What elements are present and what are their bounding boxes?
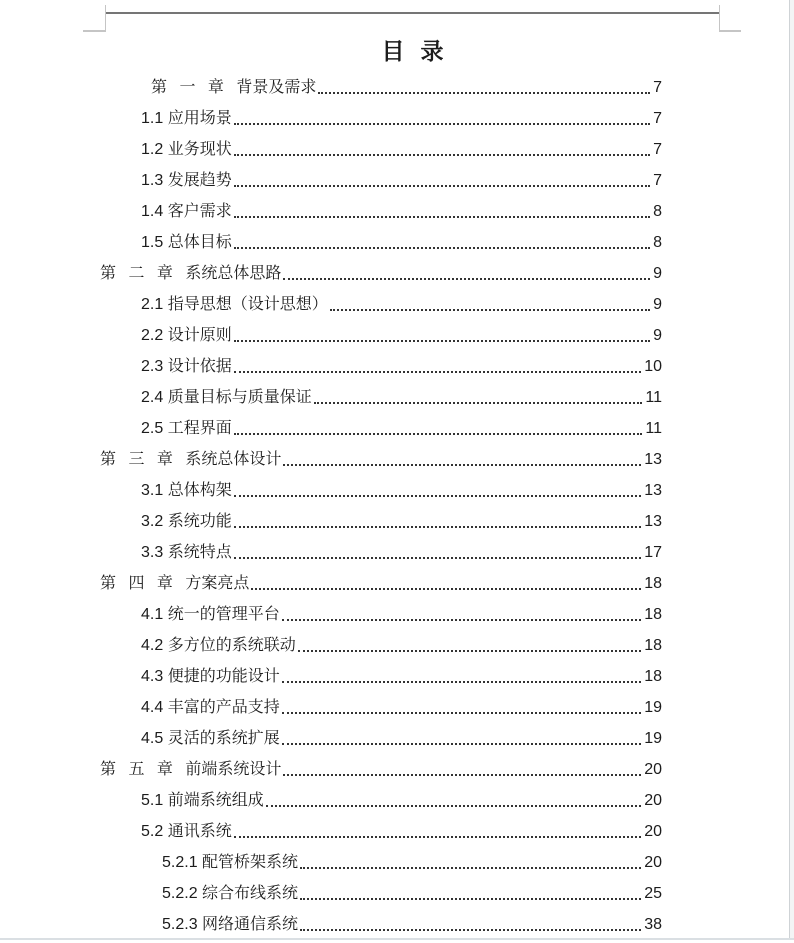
toc-entry-page-number: 18 bbox=[644, 575, 662, 592]
toc-entry-page-number: 9 bbox=[653, 327, 662, 344]
toc-entry-label: 5.2 通讯系统 bbox=[141, 823, 232, 840]
toc-entry-label: 5.2.3 网络通信系统 bbox=[162, 916, 299, 933]
toc-entry-label: 2.2 设计原则 bbox=[141, 327, 232, 344]
dotted-leader bbox=[234, 165, 650, 187]
dotted-leader bbox=[234, 196, 650, 218]
dotted-leader bbox=[234, 103, 650, 125]
toc-entry-label: 2.3 设计依据 bbox=[141, 358, 232, 375]
toc-entry-page-number: 18 bbox=[644, 637, 662, 654]
toc-entry-label: 1.4 客户需求 bbox=[141, 203, 232, 220]
toc-entry-label: 2.1 指导思想（设计思想） bbox=[141, 296, 328, 313]
dotted-leader bbox=[282, 599, 642, 621]
toc-entry-page-number: 20 bbox=[644, 761, 662, 778]
toc-entry[interactable] bbox=[100, 475, 662, 506]
toc-entry[interactable] bbox=[100, 227, 662, 258]
crop-mark-top-right-horizontal bbox=[719, 30, 741, 32]
dotted-leader bbox=[266, 785, 642, 807]
dotted-leader bbox=[234, 227, 650, 249]
toc-entry-label: 2.4 质量目标与质量保证 bbox=[141, 389, 312, 406]
toc-entry-page-number: 25 bbox=[644, 885, 662, 902]
toc-entry-label: 4.2 多方位的系统联动 bbox=[141, 637, 296, 654]
toc-entry-label: 3.1 总体构架 bbox=[141, 482, 232, 499]
toc-entry[interactable] bbox=[100, 506, 662, 537]
toc-entry-label: 3.2 系统功能 bbox=[141, 513, 232, 530]
toc-entry[interactable] bbox=[100, 320, 662, 351]
window-bottom-border bbox=[0, 938, 794, 940]
dotted-leader bbox=[330, 289, 650, 311]
toc-entry-label: 第 五 章 前端系统设计 bbox=[100, 761, 282, 778]
toc-entry[interactable] bbox=[100, 382, 662, 413]
dotted-leader bbox=[234, 320, 650, 342]
toc-entry-label: 5.2.2 综合布线系统 bbox=[162, 885, 299, 902]
toc-entry-page-number: 7 bbox=[653, 79, 662, 96]
toc-entry-page-number: 13 bbox=[644, 513, 662, 530]
toc-entry-page-number: 7 bbox=[653, 141, 662, 158]
toc-entry-page-number: 17 bbox=[644, 544, 662, 561]
toc-entry[interactable] bbox=[100, 847, 662, 878]
toc-entry-page-number: 13 bbox=[644, 451, 662, 468]
dotted-leader bbox=[300, 909, 641, 931]
toc-entry-page-number: 18 bbox=[644, 668, 662, 685]
toc-entry-page-number: 8 bbox=[653, 203, 662, 220]
toc-entry[interactable] bbox=[100, 723, 662, 754]
toc-entry[interactable] bbox=[100, 413, 662, 444]
page-title: 目录 bbox=[381, 38, 460, 64]
dotted-leader bbox=[251, 568, 641, 590]
dotted-leader bbox=[300, 878, 641, 900]
toc-entry-label: 4.5 灵活的系统扩展 bbox=[141, 730, 280, 747]
toc-entry[interactable] bbox=[100, 785, 662, 816]
crop-mark-top-right-vertical bbox=[719, 5, 720, 32]
dotted-leader bbox=[283, 258, 650, 280]
toc-entry-page-number: 13 bbox=[644, 482, 662, 499]
toc-entry-label: 第 三 章 系统总体设计 bbox=[100, 451, 282, 468]
toc-entry-label: 第 四 章 方案亮点 bbox=[100, 575, 250, 592]
toc-entry-page-number: 20 bbox=[644, 854, 662, 871]
crop-mark-top-left-vertical bbox=[105, 5, 106, 32]
dotted-leader bbox=[234, 134, 650, 156]
dotted-leader bbox=[283, 754, 641, 776]
dotted-leader bbox=[234, 475, 642, 497]
toc-entry-page-number: 20 bbox=[644, 792, 662, 809]
toc-entry-page-number: 19 bbox=[644, 699, 662, 716]
toc-entry-label: 1.1 应用场景 bbox=[141, 110, 232, 127]
dotted-leader bbox=[298, 630, 642, 652]
toc-entry-page-number: 19 bbox=[644, 730, 662, 747]
dotted-leader bbox=[234, 537, 642, 559]
toc-entry[interactable] bbox=[100, 289, 662, 320]
text-boundary-top-line bbox=[106, 12, 719, 14]
toc-entry[interactable] bbox=[100, 537, 662, 568]
toc-entry[interactable] bbox=[100, 878, 662, 909]
toc-entry[interactable] bbox=[100, 754, 662, 785]
toc-entry-label: 第 一 章 背景及需求 bbox=[151, 79, 317, 96]
dotted-leader bbox=[234, 351, 642, 373]
dotted-leader bbox=[314, 382, 643, 404]
toc-entry[interactable] bbox=[100, 103, 662, 134]
toc-entry-label: 5.2.1 配管桥架系统 bbox=[162, 854, 299, 871]
dotted-leader bbox=[283, 444, 641, 466]
toc-entry-label: 4.4 丰富的产品支持 bbox=[141, 699, 280, 716]
toc-entry-page-number: 7 bbox=[653, 172, 662, 189]
dotted-leader bbox=[282, 723, 642, 745]
dotted-leader bbox=[318, 72, 650, 94]
toc-entry[interactable] bbox=[100, 630, 662, 661]
toc-entry-label: 1.2 业务现状 bbox=[141, 141, 232, 158]
toc-entry-label: 3.3 系统特点 bbox=[141, 544, 232, 561]
crop-mark-top-left-horizontal bbox=[83, 30, 106, 32]
toc-entry-page-number: 10 bbox=[644, 358, 662, 375]
toc-entry-page-number: 38 bbox=[644, 916, 662, 933]
toc-entry-page-number: 11 bbox=[645, 420, 662, 437]
toc-entry-label: 4.3 便捷的功能设计 bbox=[141, 668, 280, 685]
toc-entry[interactable] bbox=[100, 444, 662, 475]
toc-entry[interactable] bbox=[100, 134, 662, 165]
toc-entry-page-number: 7 bbox=[653, 110, 662, 127]
toc-entry[interactable] bbox=[100, 72, 662, 103]
toc-entry[interactable] bbox=[100, 816, 662, 847]
toc-entry-page-number: 9 bbox=[653, 296, 662, 313]
dotted-leader bbox=[234, 816, 642, 838]
toc-entry-label: 5.1 前端系统组成 bbox=[141, 792, 264, 809]
window-right-edge-fill bbox=[790, 0, 794, 940]
toc-entry[interactable] bbox=[100, 599, 662, 630]
toc-entry-label: 1.3 发展趋势 bbox=[141, 172, 232, 189]
toc-entry[interactable] bbox=[100, 258, 662, 289]
toc-entry-label: 2.5 工程界面 bbox=[141, 420, 232, 437]
dotted-leader bbox=[300, 847, 641, 869]
toc-entry-page-number: 18 bbox=[644, 606, 662, 623]
toc-entry-page-number: 20 bbox=[644, 823, 662, 840]
toc-entry[interactable] bbox=[100, 661, 662, 692]
toc-entry-page-number: 9 bbox=[653, 265, 662, 282]
toc-entry-label: 4.1 统一的管理平台 bbox=[141, 606, 280, 623]
table-of-contents bbox=[100, 72, 662, 940]
toc-entry[interactable] bbox=[100, 165, 662, 196]
toc-entry-label: 第 二 章 系统总体思路 bbox=[100, 265, 282, 282]
toc-entry[interactable] bbox=[100, 568, 662, 599]
toc-entry-page-number: 8 bbox=[653, 234, 662, 251]
dotted-leader bbox=[282, 692, 642, 714]
toc-entry[interactable] bbox=[100, 909, 662, 940]
toc-entry-page-number: 11 bbox=[645, 389, 662, 406]
toc-entry[interactable] bbox=[100, 196, 662, 227]
toc-entry[interactable] bbox=[100, 692, 662, 723]
dotted-leader bbox=[234, 506, 642, 528]
toc-entry[interactable] bbox=[100, 351, 662, 382]
toc-entry-label: 1.5 总体目标 bbox=[141, 234, 232, 251]
dotted-leader bbox=[234, 413, 643, 435]
page-right-edge-line bbox=[789, 0, 790, 940]
dotted-leader bbox=[282, 661, 642, 683]
